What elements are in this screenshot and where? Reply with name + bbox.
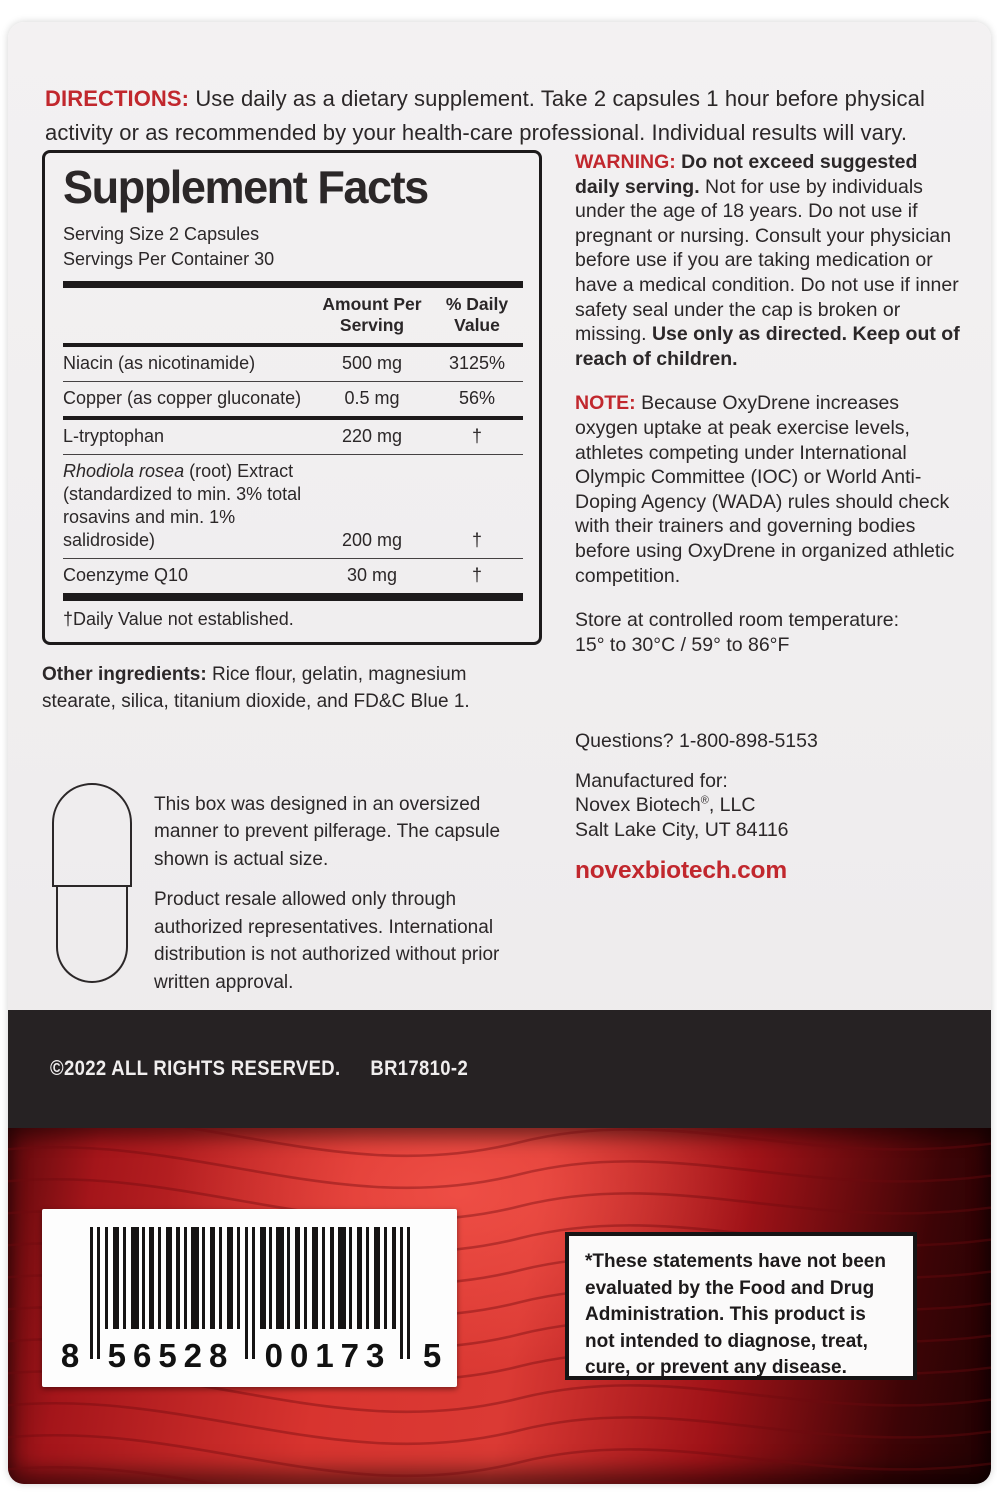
capsule-cap xyxy=(52,783,132,887)
ingredient-name: Niacin (as nicotinamide) xyxy=(63,352,256,373)
storage-line1: Store at controlled room temperature: xyxy=(575,609,900,632)
facts-divider-bottom xyxy=(63,593,523,601)
manufacturer-block xyxy=(575,769,963,843)
copyright-line: ©2022 ALL RIGHTS RESERVED. xyxy=(50,1057,341,1080)
directions-label: DIRECTIONS: xyxy=(45,86,190,111)
warning-label: WARNING: xyxy=(575,151,676,173)
facts-footnote: †Daily Value not established. xyxy=(63,608,294,629)
ingredient-amount: 0.5 mg xyxy=(344,387,400,408)
ingredient-amount: 200 mg xyxy=(341,529,403,550)
storage-line2: 15° to 30°C / 59° to 86°F xyxy=(575,633,790,656)
barcode xyxy=(42,1209,457,1387)
product-box-back-panel xyxy=(8,22,991,1484)
other-ingredients xyxy=(42,661,526,715)
serving-size: Serving Size 2 Capsules xyxy=(63,223,260,244)
directions-paragraph xyxy=(45,82,959,149)
warning-bold-tail: Use only as directed. Keep out of reach of children. xyxy=(575,323,960,370)
copyright-band xyxy=(8,1010,991,1128)
facts-row xyxy=(63,454,523,558)
company-line xyxy=(575,793,963,818)
note-paragraph xyxy=(575,391,963,588)
facts-header-row xyxy=(63,288,523,343)
ingredient-name: L-tryptophan xyxy=(63,425,165,446)
pilferage-note: This box was designed in an oversized manner to prevent pilferage. The capsule shown is actual size. xyxy=(154,793,501,870)
registered-trademark-icon: ® xyxy=(700,794,709,807)
manufactured-for-label: Manufactured for: xyxy=(575,769,728,792)
ingredient-name: Rhodiola rosea (root) Extract (standardized to min. 3% total rosavins and min. 1% salidroside) xyxy=(63,460,302,550)
supplement-facts-panel xyxy=(42,150,542,645)
warning-bold-lead: Do not exceed suggested daily serving. xyxy=(575,151,918,198)
capsule-size-note xyxy=(42,777,542,1010)
note-label: NOTE: xyxy=(575,392,636,415)
ingredient-name: Coenzyme Q10 xyxy=(63,564,189,585)
questions-phone: Questions? 1-800-898-5153 xyxy=(575,730,818,753)
right-column xyxy=(575,150,963,883)
supplement-facts-title: Supplement Facts xyxy=(63,161,428,213)
directions-text: Use daily as a dietary supplement. Take 2 capsules 1 hour before physical activity or as recommended by your health-care professional. Individual results will vary. xyxy=(45,86,925,145)
ingredient-daily-value: † xyxy=(471,564,482,585)
facts-header-daily-value: % Daily Value xyxy=(445,293,509,335)
ingredient-daily-value: † xyxy=(471,529,482,550)
left-column xyxy=(42,150,542,1009)
ingredient-amount: 220 mg xyxy=(341,425,403,446)
facts-row xyxy=(63,416,523,454)
barcode-left-digit: 8 xyxy=(60,1337,80,1374)
ingredient-amount: 30 mg xyxy=(346,564,398,585)
facts-row xyxy=(63,347,523,381)
facts-divider-thick xyxy=(63,281,523,288)
warning-body: Not for use by individuals under the age of 18 years. Do not use if pregnant or nursing. Consult your physician before use if you are taking medication or have a medical condition. Do not use if inner safety seal under the cap is broken or missing. xyxy=(575,175,959,346)
facts-row xyxy=(63,381,523,416)
company-suffix: , LLC xyxy=(708,794,756,817)
servings-per-container: Servings Per Container 30 xyxy=(63,248,275,269)
company-name: Novex Biotech xyxy=(575,794,701,817)
barcode-group1: 56528 xyxy=(107,1337,235,1374)
ingredient-amount: 500 mg xyxy=(341,352,403,373)
warning-paragraph xyxy=(575,150,963,371)
ingredient-daily-value: 56% xyxy=(458,387,496,408)
capsule-body xyxy=(56,887,128,983)
facts-header-amount: Amount Per Serving xyxy=(322,293,422,335)
red-foil-section xyxy=(8,1128,991,1484)
facts-rows xyxy=(63,347,523,593)
product-code: BR17810-2 xyxy=(370,1057,469,1080)
facts-row xyxy=(63,558,523,593)
capsule-illustration-icon xyxy=(42,777,154,1010)
fda-disclaimer: *These statements have not been evaluated by the Food and Drug Administration. This product is not intended to diagnose, treat, cure, or prevent any disease. xyxy=(565,1232,917,1380)
ingredient-daily-value: 3125% xyxy=(448,352,506,373)
other-ingredients-text: Rice flour, gelatin, magnesium stearate, silica, titanium dioxide, and FD&C Blue 1. xyxy=(42,663,470,712)
company-city: Salt Lake City, UT 84116 xyxy=(575,819,789,842)
other-ingredients-label: Other ingredients: xyxy=(42,663,207,685)
ingredient-daily-value: † xyxy=(471,425,482,446)
resale-note: Product resale allowed only through authorized representatives. International distribution is not authorized without prior written approval. xyxy=(154,889,500,993)
note-body: Because OxyDrene increases oxygen uptake at peak exercise levels, athletes competing under International Olympic Committee (IOC) or World Anti-Doping Agency (WADA) rules should check with their trainers and governing bodies before using OxyDrene in organized athletic competition. xyxy=(575,392,955,587)
website-url: novexbiotech.com xyxy=(575,856,787,884)
ingredient-name: Copper (as copper gluconate) xyxy=(63,387,302,408)
storage-instructions xyxy=(575,608,963,657)
barcode-graphic xyxy=(42,1209,457,1387)
barcode-right-digit: 5 xyxy=(422,1337,442,1374)
barcode-group2: 00173 xyxy=(264,1337,392,1374)
